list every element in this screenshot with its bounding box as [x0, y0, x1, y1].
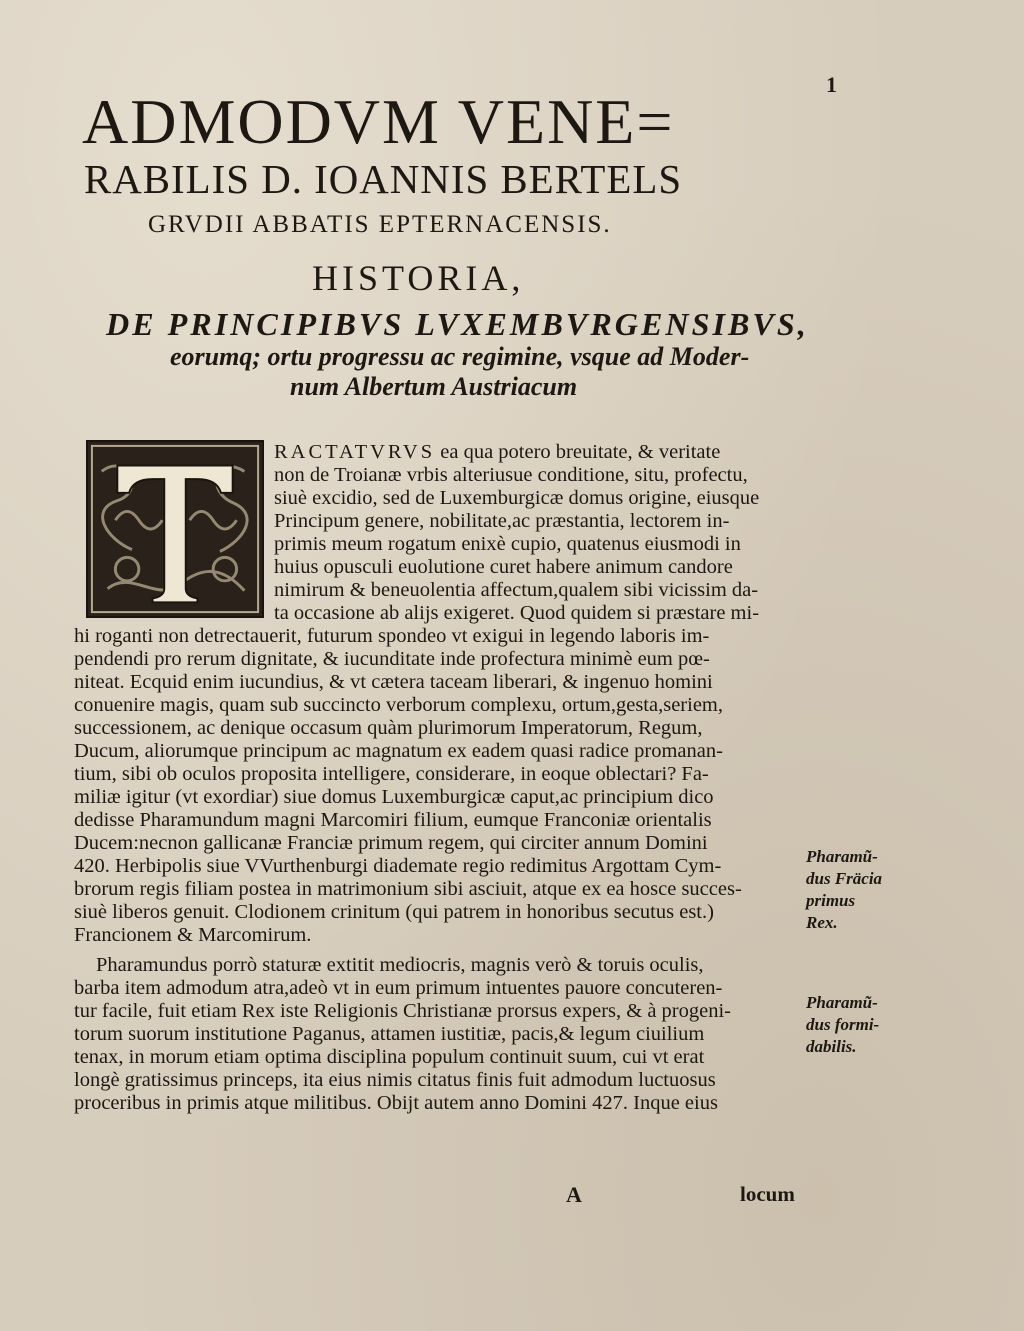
subtitle-line-1: DE PRINCIPIBVS LVXEMBVRGENSIBVS,: [106, 306, 809, 342]
title-line-2: RABILIS D. IOANNIS BERTELS: [84, 157, 683, 202]
signature-mark: A: [566, 1182, 582, 1207]
body-line-1: [274, 442, 720, 463]
body-line-9: hi roganti non detrectauerit, futurum spondeo vt exigui in legendo laboris im-: [74, 625, 710, 647]
margin-note-2-line: dus formi-: [806, 1015, 880, 1034]
catchword: locum: [740, 1182, 795, 1206]
body-line-4: Principum genere, nobilitate,ac præstantia, lectorem in-: [274, 510, 730, 532]
lead-word: RACTATVRVS: [274, 441, 436, 463]
body-line-13: successionem, ac denique occasum quàm plurimorum Imperatorum, Regum,: [74, 717, 703, 739]
body-line-7: nimirum & beneuolentia affectum,qualem sibi vicissim da-: [274, 579, 759, 601]
body-line-20: brorum regis filiam postea in matrimonium sibi asciuit, atque ex ea hosce succes-: [74, 878, 742, 900]
margin-note-1: [806, 846, 882, 934]
body-line-18: Ducem:necnon gallicanæ Franciæ primum regem, qui circiter annum Domini: [74, 832, 708, 854]
title-line-3: GRVDII ABBATIS EPTERNACENSIS.: [148, 211, 612, 238]
body-line-3: siuè excidio, sed de Luxemburgicæ domus origine, eiusque: [274, 487, 760, 509]
body-line-24: barba item admodum atra,adeò vt in eum primum intuentes pauore concuteren-: [74, 977, 723, 999]
ornamental-initial-letter: [86, 440, 264, 618]
title-line-1: ADMODVM VENE=: [82, 86, 675, 157]
body-line-21: siuè liberos genuit. Clodionem crinitum (qui patrem in honoribus secutus est.): [74, 901, 714, 923]
body-line-2: non de Troianæ vrbis alteriusue conditione, situ, profectu,: [274, 464, 748, 486]
body-line-17: dedisse Pharamundum magni Marcomiri filium, eumque Franconiæ orientalis: [74, 809, 712, 831]
body-line-5: primis meum rogatum enixè cupio, quatenus eiusmodi in: [274, 533, 741, 555]
subtitle-line-3: num Albertum Austriacum: [290, 372, 578, 401]
margin-note-1-line: Rex.: [806, 913, 838, 932]
body-line-29: proceribus in primis atque militibus. Obijt autem anno Domini 427. Inque eius: [74, 1092, 718, 1114]
body-line-6: huius opusculi euolutione curet habere animum candore: [274, 556, 733, 578]
body-line-16: miliæ igitur (vt exordiar) siue domus Luxemburgicæ caput,ac principium dico: [74, 786, 714, 808]
body-line-23: Pharamundus porrò staturæ extitit mediocris, magnis verò & toruis oculis,: [96, 954, 704, 976]
margin-note-1-line: primus: [806, 891, 856, 910]
body-line-15: tium, sibi ob oculos proposita intelligere, considerare, in eoque oblectari? Fa-: [74, 763, 709, 785]
margin-note-1-line: dus Fräcia: [806, 869, 883, 888]
body-line-28: longè gratissimus princeps, ita eius nimis citatus finis fuit admodum luctuosus: [74, 1069, 716, 1091]
body-line-26: torum suorum institutione Paganus, attamen iustitiæ, pacis,& legum ciuilium: [74, 1023, 705, 1045]
margin-note-2: [806, 992, 879, 1058]
body-line-19: 420. Herbipolis siue VVurthenburgi diademate regio redimitus Argottam Cym-: [74, 855, 722, 877]
margin-note-2-line: Pharamũ-: [806, 993, 878, 1012]
body-line-27: tenax, in morum etiam optima disciplina populum continuit suum, cui vt erat: [74, 1046, 705, 1068]
body-line-1-text: ea qua potero breuitate, & veritate: [440, 441, 721, 463]
body-line-10: pendendi pro rerum dignitate, & iucunditate inde profectura minimè eum pœ-: [74, 648, 710, 670]
body-line-25: tur facile, fuit etiam Rex iste Religionis Christianæ prorsus expers, & à progeni-: [74, 1000, 732, 1022]
body-line-8: ta occasione ab alijs exigeret. Quod quidem si præstare mi-: [274, 602, 760, 624]
title-line-4: HISTORIA,: [312, 258, 525, 298]
body-line-14: Ducum, aliorumque principum ac magnatum ex eadem quasi radice promanan-: [74, 740, 723, 762]
margin-note-1-line: Pharamũ-: [806, 847, 878, 866]
body-line-22: Francionem & Marcomirum.: [74, 924, 312, 946]
margin-note-2-line: dabilis.: [806, 1037, 857, 1056]
page-number: 1: [826, 72, 837, 97]
subtitle-line-2: eorumq; ortu progressu ac regimine, vsque ad Moder-: [170, 342, 750, 371]
body-line-12: conuenire magis, quam sub succincto verborum complexu, ortum,gesta,seriem,: [74, 694, 723, 716]
body-line-11: niteat. Ecquid enim iucundius, & vt cætera taceam liberari, & ingenuo homini: [74, 671, 713, 693]
